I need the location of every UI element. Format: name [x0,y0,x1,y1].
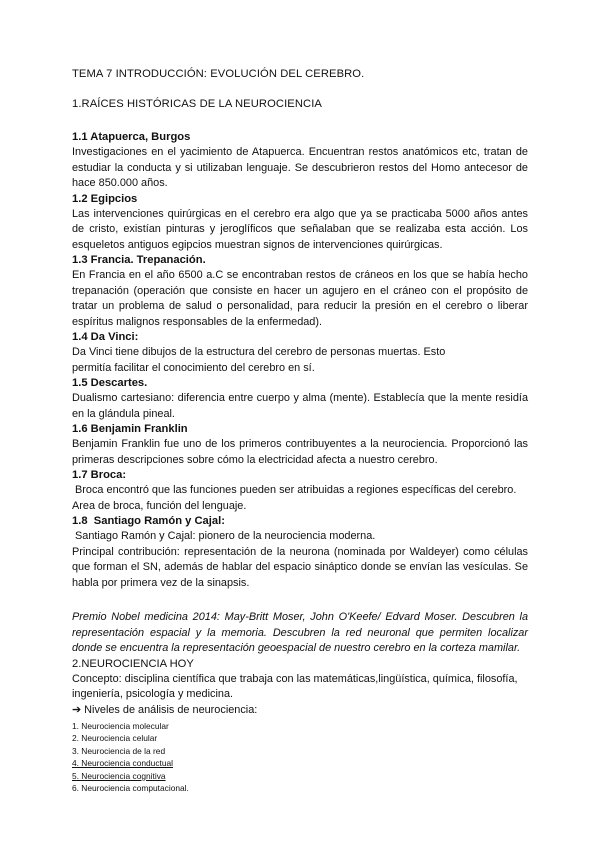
level-item: 2. Neurociencia celular [72,733,158,744]
subsection-1-1 [72,130,528,192]
subsection-heading: 1.8 Santiago Ramón y Cajal: [72,515,225,527]
subsection-heading: 1.1 Atapuerca, Burgos [72,131,191,143]
subsection-1-6 [72,422,528,468]
level-item: 4. Neurociencia conductual [72,758,174,769]
subsection-1-2 [72,192,528,254]
subsection-heading: 1.4 Da Vinci: [72,331,139,343]
subsection-body: Dualismo cartesiano: diferencia entre cuerpo y alma (mente). Establecía que la mente residía en la glándula pineal. [72,392,528,420]
subsection-heading: 1.7 Broca: [72,469,127,481]
levels-list [72,720,528,796]
arrow-right-icon: ➔ [72,703,85,716]
subsection-1-4 [72,330,528,376]
concept-text: Concepto: disciplina científica que trabaja con las matemáticas,lingüística, química, filosofía, ingeniería, psicología y medicina. [72,672,518,700]
level-item: 1. Neurociencia molecular [72,720,169,731]
subsection-body: Investigaciones en el yacimiento de Atapuerca. Encuentran restos anatómicos etc, tratan de estudiar la conducta y si utilizaban lenguaje. Se descubrieron restos del Homo antecesor de hace 850.000 años. [72,146,528,189]
levels-intro [72,703,528,718]
subsection-body: Broca encontró que las funciones pueden ser atribuidas a regiones específicas del cerebro. [72,484,517,496]
section-2-title: 2.NEUROCIENCIA HOY [72,657,194,670]
subsection-heading: 1.6 Benjamin Franklin [72,423,188,435]
subsection-body: Principal contribución: representación de la neurona (nominada por Waldeyer) como células que forman el SN, además de hablar del espacio sináptico donde se envían las vesículas. Se habla por primera vez de la sinapsis. [72,545,528,589]
levels-intro-text: Niveles de análisis de neurociencia: [84,703,258,716]
subsection-body: En Francia en el año 6500 a.C se encontraban restos de cráneos en los que se había hecho trepanación (operación que consiste en hacer un agujero en el cráneo con el propósito de tratar un problema de salud o personalidad, para reducir la presión en el cerebro o liberar espíritus malignos responsables de la enfermedad). [72,269,528,328]
level-item: 3. Neurociencia de la red [72,745,166,756]
subsection-heading: 1.2 Egipcios [72,192,138,205]
subsection-body: Las intervenciones quirúrgicas en el cerebro era algo que ya se practicaba 5000 años antes de cristo, existían pinturas y jeroglíficos que señalaban que se realizaba esta acción. Los esqueletos antiguos egipcios muestran signos de intervenciones quirúrgicas. [72,207,528,251]
document-title: TEMA 7 INTRODUCCIÓN: EVOLUCIÓN DEL CEREBRO. [72,68,365,80]
nobel-note: Premio Nobel medicina 2014: May-Britt Moser, John O'Keefe/ Edvard Moser. Descubren la representación espacial y la memoria. Descubren la red neuronal que permiten localizar donde se encuentra la representación geoespacial de nuestro cerebro en la corteza mamilar. [72,611,528,654]
subsection-body: permitía facilitar el conocimiento del cerebro en sí. [72,361,315,374]
subsection-1-8 [72,514,528,591]
subsection-body: Da Vinci tiene dibujos de la estructura del cerebro de personas muertas. Esto [72,346,446,358]
subsection-1-7 [72,468,528,514]
document-page [72,68,528,795]
subsection-body: Benjamin Franklin fue uno de los primeros contribuyentes a la neurociencia. Proporcionó las primeras descripciones sobre cómo la electricidad afecta a nuestro cerebro. [72,438,528,466]
level-item: 5. Neurociencia cognitiva [72,770,166,781]
subsection-1-3 [72,253,528,330]
subsection-heading: 1.3 Francia. Trepanación. [72,254,206,266]
subsection-1-5 [72,376,528,422]
subsection-body: Area de broca, función del lenguaje. [72,499,247,512]
level-item: 6. Neurociencia computacional. [72,783,189,794]
subsection-body: Santiago Ramón y Cajal: pionero de la neurociencia moderna. [72,530,376,542]
subsection-heading: 1.5 Descartes. [72,377,148,389]
section-1-title: 1.RAÍCES HISTÓRICAS DE LA NEUROCIENCIA [72,98,322,110]
